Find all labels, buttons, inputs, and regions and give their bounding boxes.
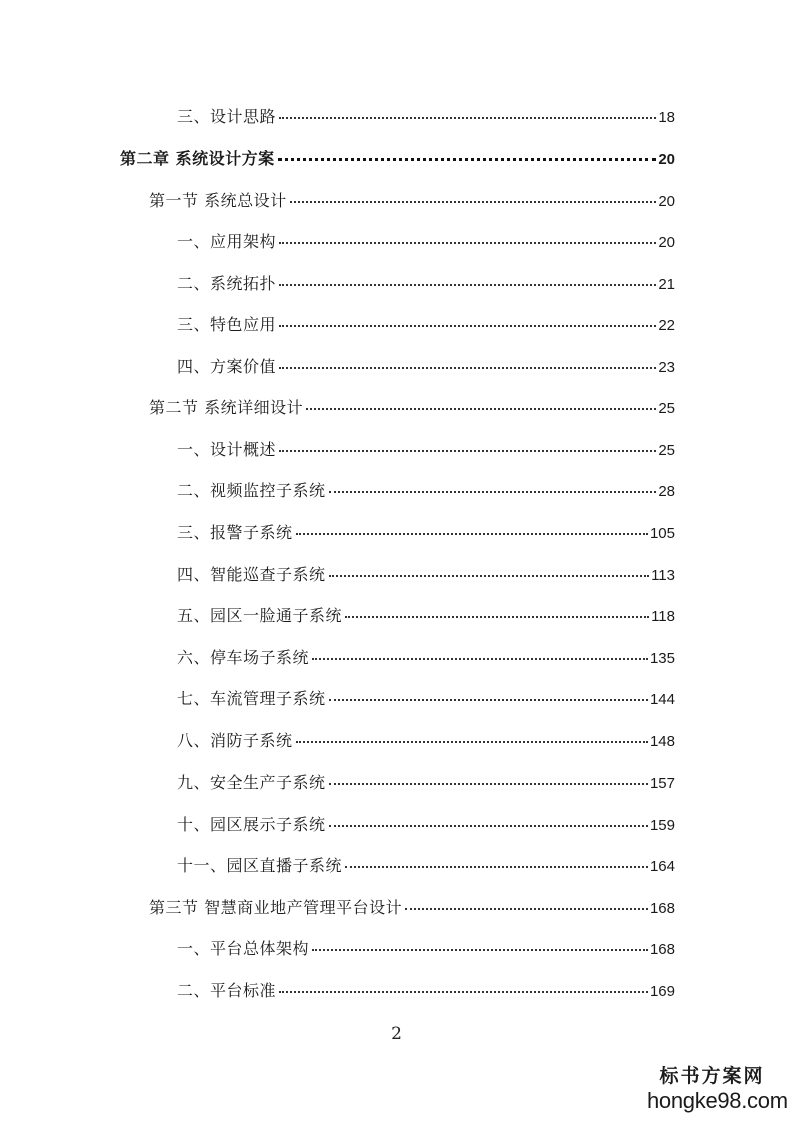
toc-entry-label: 第一节 系统总设计 [149,191,287,210]
watermark-title: 标书方案网 [659,1065,765,1087]
toc-entry-page: 168 [649,941,675,958]
toc-entry [177,980,675,1003]
toc-dot-leader [279,117,656,119]
toc-entry-label: 一、平台总体架构 [177,939,310,958]
toc-entry-page: 20 [658,151,675,168]
toc-entry-label: 十、园区展示子系统 [177,815,326,834]
toc-entry-page: 23 [658,359,675,376]
toc-section-entry [149,397,675,420]
toc-entry [177,106,675,129]
toc-entry [177,730,675,753]
toc-dot-leader [329,699,648,701]
toc-entry [177,314,675,337]
toc-entry [177,439,675,462]
toc-entry-label: 二、系统拓扑 [177,274,277,293]
toc-entry-label: 五、园区一脸通子系统 [177,606,343,625]
toc-entry-label: 三、特色应用 [177,315,277,334]
toc-dot-leader [296,741,648,743]
toc-dot-leader [279,367,656,369]
toc-entry-label: 三、报警子系统 [177,523,293,542]
toc-entry [177,938,675,961]
toc-dot-leader [279,991,648,993]
toc-entry-page: 21 [658,276,675,293]
page-number: 2 [391,1024,402,1044]
toc-dot-leader [278,158,657,161]
toc-dot-leader [290,201,657,203]
toc-entry-label: 九、安全生产子系统 [177,773,326,792]
toc-entry-page: 105 [649,525,675,542]
toc-dot-leader [296,533,648,535]
toc-entry-label: 七、车流管理子系统 [177,689,326,708]
toc-entry-page: 28 [658,483,675,500]
toc-entry-label: 六、停车场子系统 [177,648,310,667]
toc-entry [177,814,675,837]
toc-entry-label: 十一、园区直播子系统 [177,856,343,875]
toc-entry-page: 18 [658,109,675,126]
toc-entry-page: 164 [649,858,675,875]
toc-dot-leader [329,575,650,577]
toc-entry [177,356,675,379]
toc-dot-leader [329,491,657,493]
toc-entry [177,772,675,795]
watermark [647,1064,788,1114]
toc-dot-leader [345,616,649,618]
toc-dot-leader [279,450,656,452]
toc-entry-page: 168 [649,900,675,917]
toc-entry-label: 二、平台标准 [177,981,277,1000]
toc-entry-page: 159 [649,817,675,834]
toc-entry-label: 第二章 系统设计方案 [120,149,275,168]
toc-entry-page: 118 [651,608,675,625]
toc-entry-page: 20 [658,193,675,210]
toc-entry-page: 157 [649,775,675,792]
toc-entry [177,273,675,296]
toc-entry [177,480,675,503]
toc-dot-leader [312,658,648,660]
toc-entry-page: 169 [649,983,675,1000]
toc-dot-leader [279,284,656,286]
toc-entry-page: 144 [649,691,675,708]
watermark-url: hongke98.com [647,1088,788,1113]
toc-dot-leader [279,242,656,244]
toc-entry-label: 八、消防子系统 [177,731,293,750]
toc-entry [177,522,675,545]
toc-entry-page: 25 [658,442,675,459]
toc-dot-leader [279,325,656,327]
toc-entry-page: 20 [658,234,675,251]
toc-entry-page: 25 [658,400,675,417]
toc-dot-leader [405,908,648,910]
toc-entry [177,231,675,254]
toc-entry-label: 一、应用架构 [177,232,277,251]
toc-entry-page: 148 [649,733,675,750]
toc-entry [177,688,675,711]
toc-entry [177,564,675,587]
toc-entry [177,855,675,878]
toc-dot-leader [312,949,648,951]
toc-dot-leader [306,408,656,410]
toc-section-entry [149,897,675,920]
toc-entry-label: 第二节 系统详细设计 [149,398,304,417]
toc-entry [177,605,675,628]
toc-entry-label: 三、设计思路 [177,107,277,126]
toc-dot-leader [329,825,648,827]
toc-entry-label: 四、方案价值 [177,357,277,376]
toc-chapter-entry [120,148,675,171]
toc-entry-label: 一、设计概述 [177,440,277,459]
toc-entry-page: 135 [649,650,675,667]
toc-entry-page: 22 [658,317,675,334]
toc-entry-label: 第三节 智慧商业地产管理平台设计 [149,898,403,917]
toc-entry-label: 四、智能巡查子系统 [177,565,326,584]
toc-dot-leader [329,783,648,785]
toc-dot-leader [345,866,648,868]
toc-section-entry [149,190,675,213]
toc-entry [177,647,675,670]
toc-entry-page: 113 [651,567,675,584]
toc-entry-label: 二、视频监控子系统 [177,481,326,500]
